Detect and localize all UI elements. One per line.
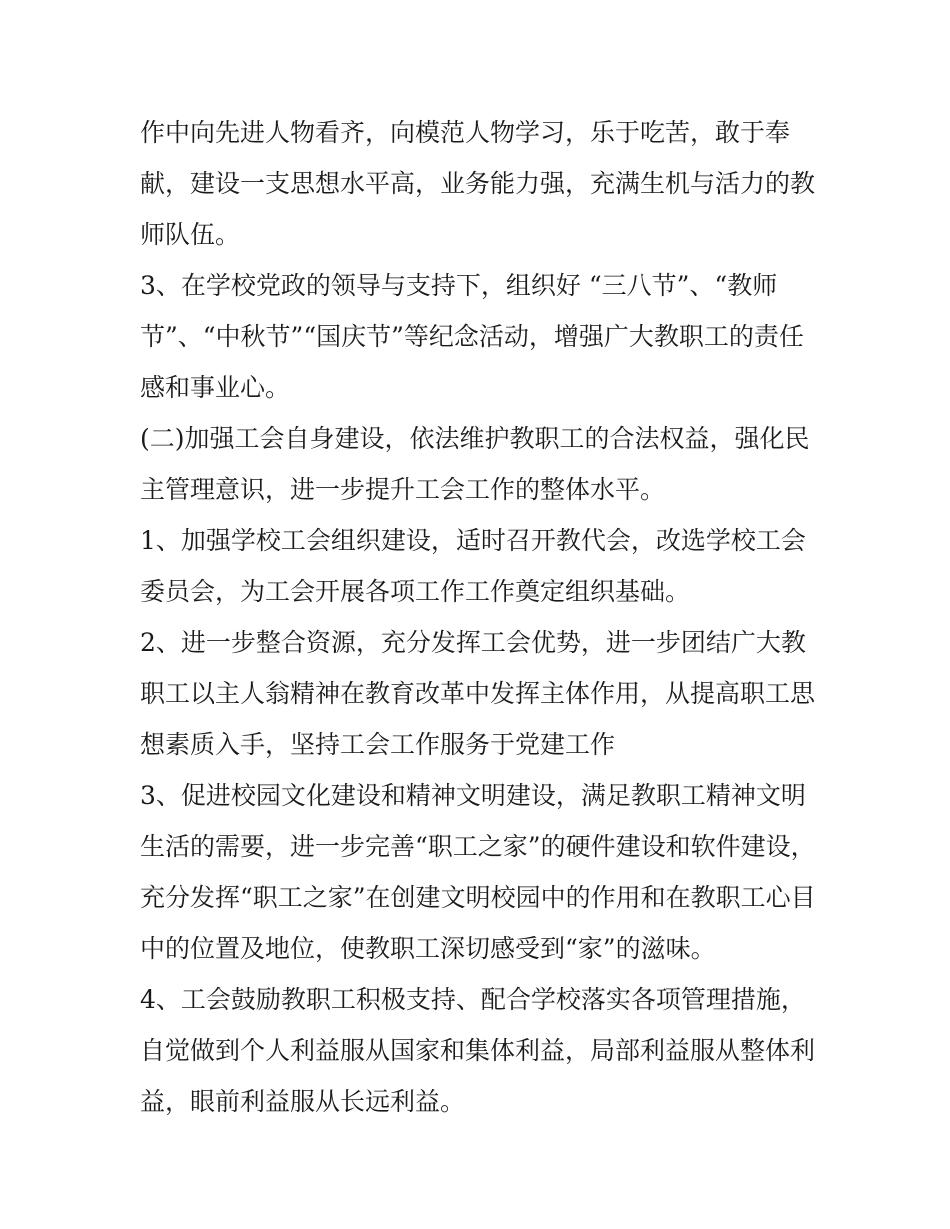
text-line: 中的位置及地位，使教职工深切感受到“家”的滋味。 <box>140 934 716 963</box>
paragraph-item-3-culture <box>140 770 820 974</box>
text-line: 主管理意识，进一步提升工会工作的整体水平。 <box>140 475 666 504</box>
text-line: 益，眼前利益服从长远利益。 <box>140 1087 466 1116</box>
text-line: 感和事业心。 <box>140 373 291 402</box>
text-line: 1、加强学校工会组织建设，适时召开教代会，改选学校工会 <box>140 526 806 555</box>
text-line: 3、在学校党政的领导与支持下，组织好 “三八节”、“教师 <box>140 271 778 300</box>
text-line: 生活的需要，进一步完善“职工之家”的硬件建设和软件建设， <box>140 832 816 861</box>
text-line: 充分发挥“职工之家”在创建文明校园中的作用和在教职工心目 <box>140 883 816 912</box>
text-line: 作中向先进人物看齐，向模范人物学习，乐于吃苦，敢于奉 <box>140 118 791 147</box>
paragraph-item-4-management <box>140 974 820 1127</box>
text-line: 2、进一步整合资源，充分发挥工会优势，进一步团结广大教 <box>140 628 806 657</box>
paragraph-item-1-organization <box>140 515 820 617</box>
paragraph-item-3-festivals <box>140 260 820 413</box>
paragraph-teacher-team <box>140 107 820 260</box>
text-line: 节”、“中秋节”“国庆节”等纪念活动，增强广大教职工的责任 <box>140 322 804 351</box>
section-heading-2 <box>140 413 820 515</box>
text-line: 想素质入手，坚持工会工作服务于党建工作 <box>140 730 616 759</box>
text-line: (二)加强工会自身建设，依法维护教职工的合法权益，强化民 <box>140 424 810 453</box>
document-body <box>140 107 820 1127</box>
text-line: 献，建设一支思想水平高，业务能力强，充满生机与活力的教 <box>140 169 816 198</box>
text-line: 自觉做到个人利益服从国家和集体利益，局部利益服从整体利 <box>140 1036 816 1065</box>
text-line: 师队伍。 <box>140 220 241 249</box>
paragraph-item-2-resources <box>140 617 820 770</box>
text-line: 委员会，为工会开展各项工作工作奠定组织基础。 <box>140 577 691 606</box>
text-line: 职工以主人翁精神在教育改革中发挥主体作用，从提高职工思 <box>140 679 816 708</box>
text-line: 4、工会鼓励教职工积极支持、配合学校落实各项管理措施， <box>140 985 806 1014</box>
text-line: 3、促进校园文化建设和精神文明建设，满足教职工精神文明 <box>140 781 806 810</box>
